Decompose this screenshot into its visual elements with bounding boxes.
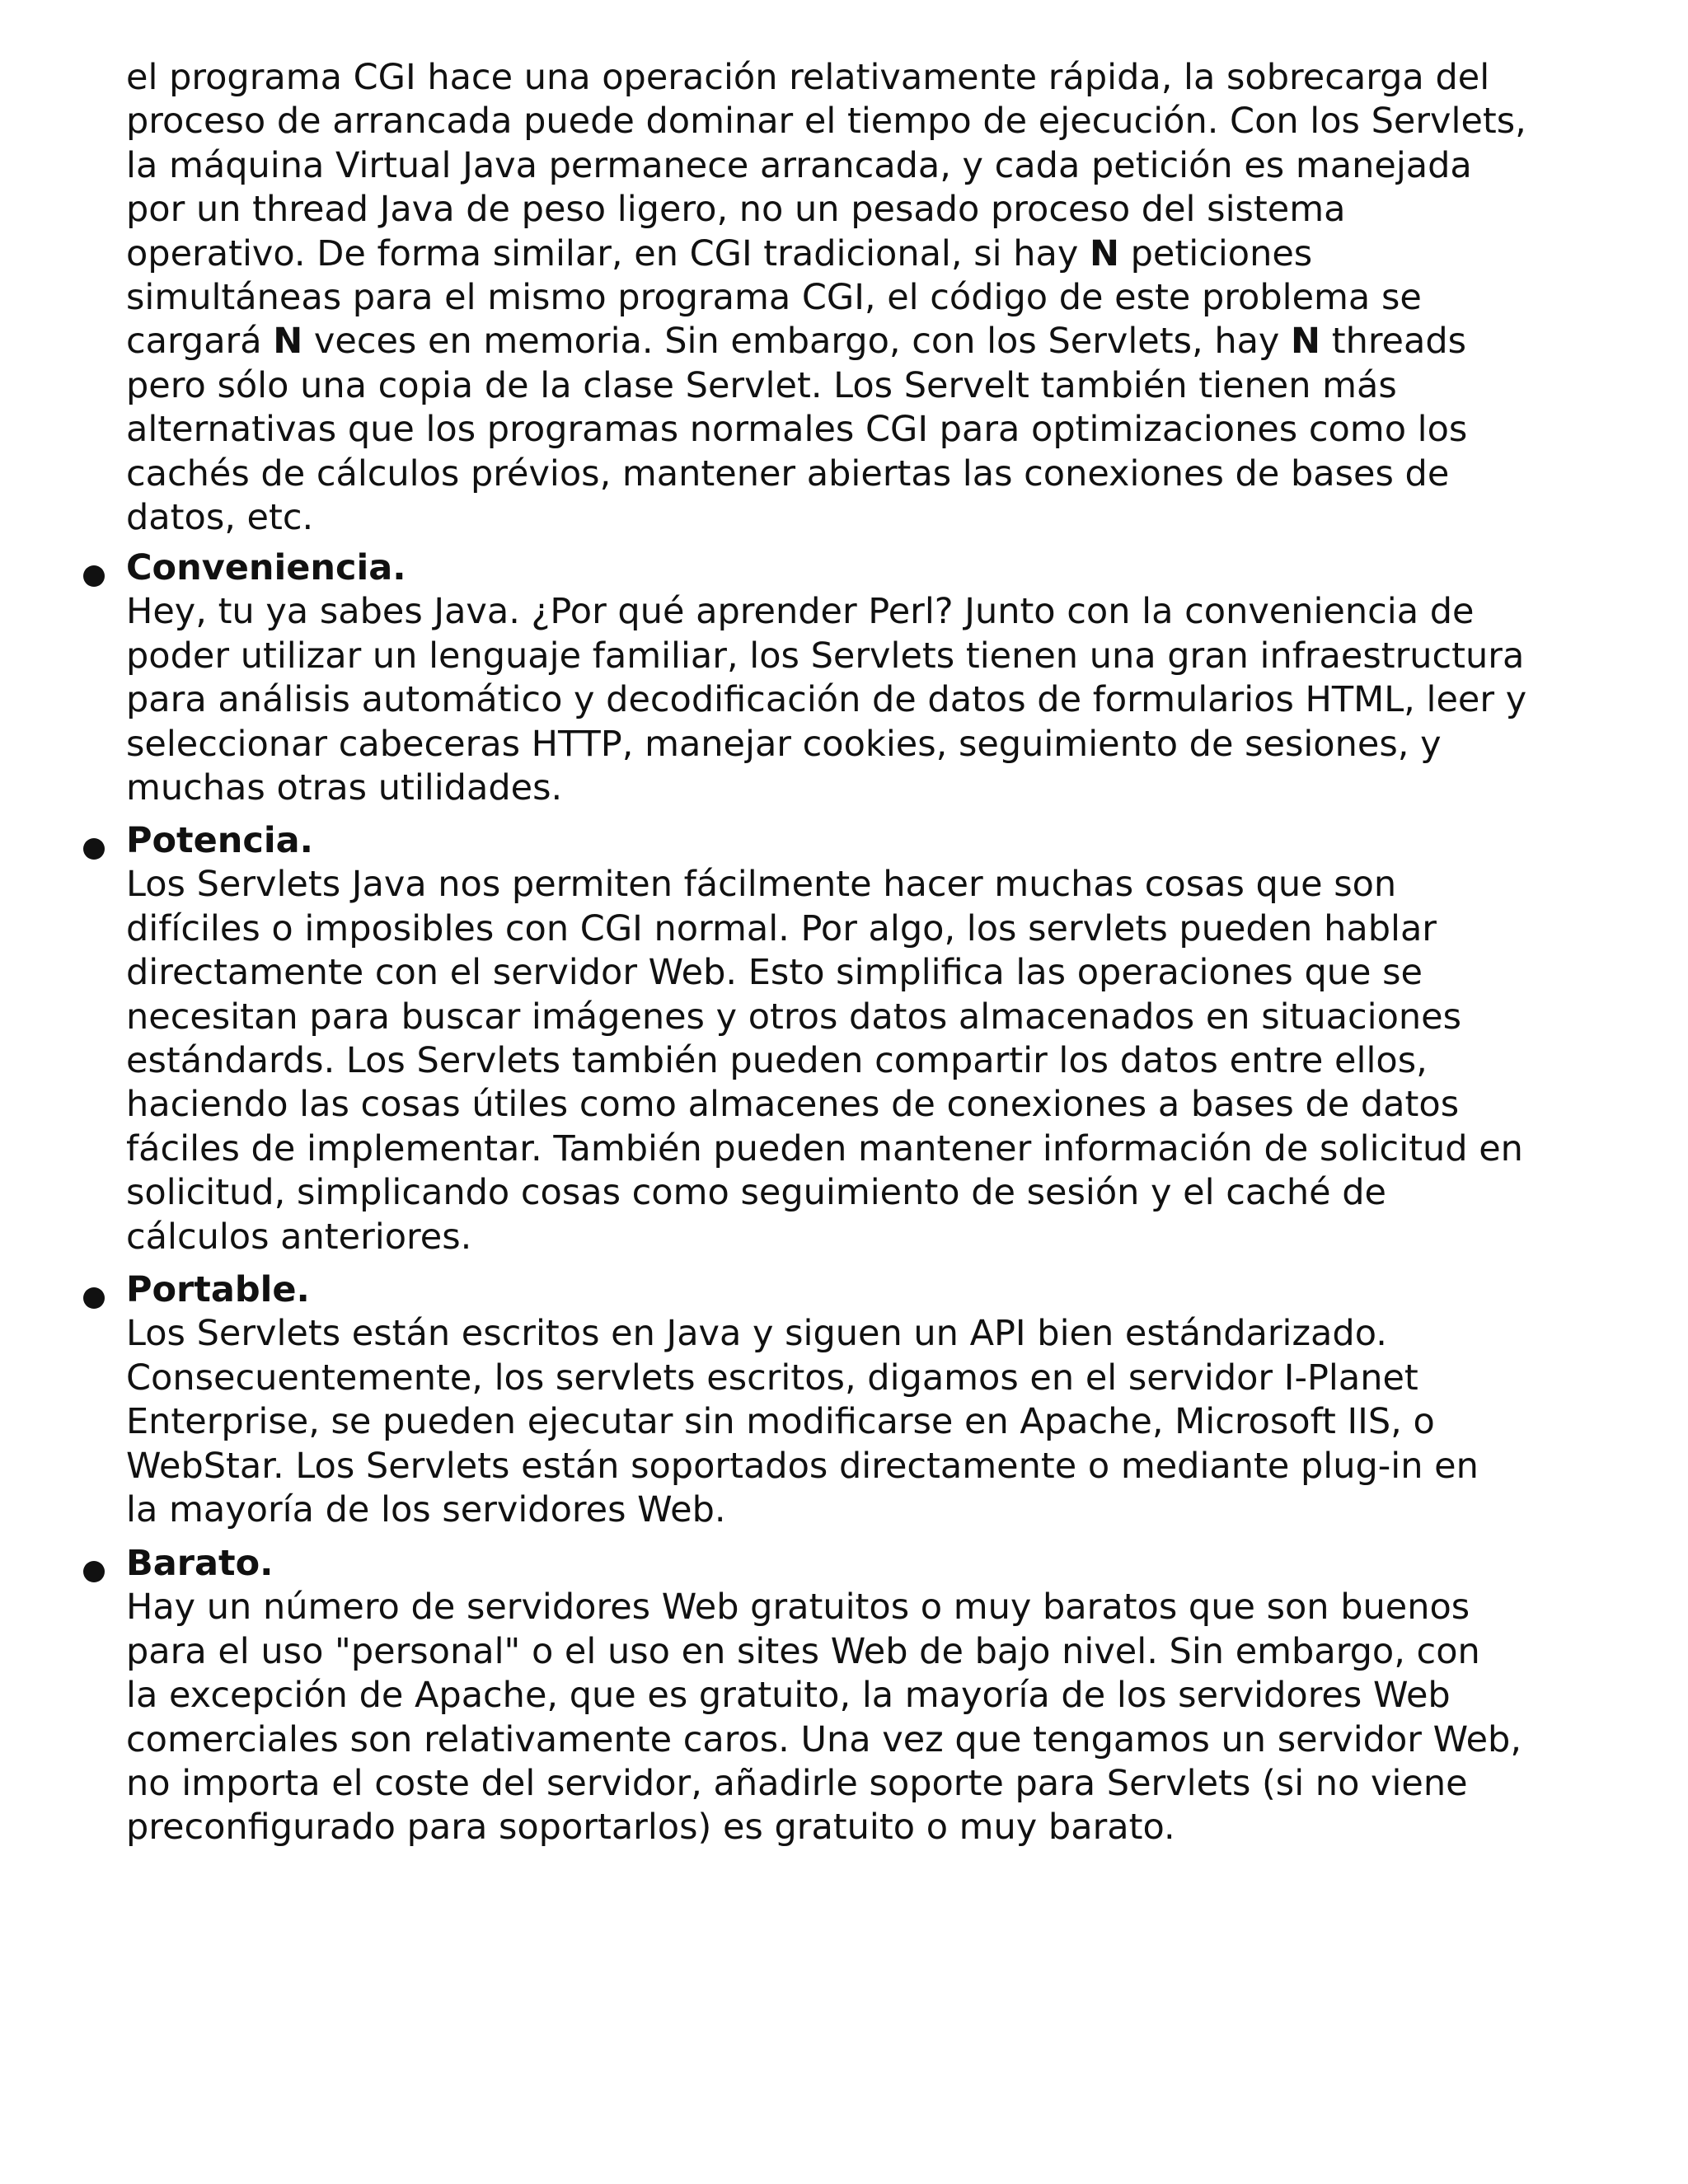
bold-n: N xyxy=(1089,232,1119,274)
text-line: comerciales son relativamente caros. Una vez que tengamos un servidor Web, xyxy=(126,1718,1522,1760)
text-line: pero sólo una copia de la clase Servlet. Los Servelt también tienen más xyxy=(126,364,1397,406)
text-line: difíciles o imposibles con CGI normal. Por algo, los servlets pueden hablar xyxy=(126,907,1437,949)
list-item-body xyxy=(126,1268,1659,1532)
text-line: necesitan para buscar imágenes y otros datos almacenados en situaciones xyxy=(126,996,1462,1038)
bullet-icon xyxy=(83,1287,105,1309)
text-line: preconfigurado para soportarlos) es gratuito o muy barato. xyxy=(126,1807,1175,1849)
item-heading: Conveniencia. xyxy=(126,547,406,588)
text-span: cargará xyxy=(126,321,274,363)
list-item-potencia xyxy=(0,819,1688,1259)
text-line: proceso de arrancada puede dominar el tiempo de ejecución. Con los Servlets, xyxy=(126,101,1526,143)
list-item-body xyxy=(126,1542,1659,1850)
text-line: alternativas que los programas normales CGI para optimizaciones como los xyxy=(126,409,1468,451)
item-heading: Barato. xyxy=(126,1543,274,1584)
text-span: veces en memoria. Sin embargo, con los Servlets, hay xyxy=(302,321,1292,363)
list-item-conveniencia xyxy=(0,546,1688,810)
text-line: solicitud, simplicando cosas como seguimiento de sesión y el caché de xyxy=(126,1172,1386,1214)
bold-n: N xyxy=(1291,321,1321,363)
text-line: fáciles de implementar. También pueden mantener información de solicitud en xyxy=(126,1127,1523,1169)
text-line: datos, etc. xyxy=(126,496,314,538)
text-line: Hey, tu ya sabes Java. ¿Por qué aprender Perl? Junto con la conveniencia de xyxy=(126,591,1475,633)
text-line: Consecuentemente, los servlets escritos, digamos en el servidor I-Planet xyxy=(126,1357,1418,1399)
intro-paragraph xyxy=(126,56,1659,540)
text-line: haciendo las cosas útiles como almacenes de conexiones a bases de datos xyxy=(126,1084,1460,1126)
text-line: la mayoría de los servidores Web. xyxy=(126,1488,726,1530)
bullet-icon xyxy=(83,1561,105,1582)
text-line: la excepción de Apache, que es gratuito, la mayoría de los servidores Web xyxy=(126,1675,1451,1717)
item-heading: Portable. xyxy=(126,1269,310,1310)
text-line: seleccionar cabeceras HTTP, manejar cookies, seguimiento de sesiones, y xyxy=(126,723,1442,765)
list-item-barato xyxy=(0,1542,1688,1850)
text-line xyxy=(126,320,1659,363)
text-span: peticiones xyxy=(1118,232,1313,274)
text-line: Los Servlets Java nos permiten fácilmente hacer muchas cosas que son xyxy=(126,864,1397,906)
text-line: WebStar. Los Servlets están soportados directamente o mediante plug-in en xyxy=(126,1445,1479,1487)
text-line: no importa el coste del servidor, añadirle soporte para Servlets (si no viene xyxy=(126,1762,1468,1804)
text-line: Enterprise, se pueden ejecutar sin modificarse en Apache, Microsoft IIS, o xyxy=(126,1401,1435,1443)
text-line: muchas otras utilidades. xyxy=(126,766,563,808)
text-span: threads xyxy=(1320,321,1467,363)
text-line: Los Servlets están escritos en Java y siguen un API bien estándarizado. xyxy=(126,1313,1387,1355)
bullet-icon xyxy=(83,565,105,587)
text-line: cálculos anteriores. xyxy=(126,1216,472,1258)
item-heading: Potencia. xyxy=(126,820,313,861)
list-item-body xyxy=(126,546,1659,810)
text-line: poder utilizar un lenguaje familiar, los Servlets tienen una gran infraestructura xyxy=(126,635,1525,677)
bold-n: N xyxy=(273,321,303,363)
text-line: la máquina Virtual Java permanece arrancada, y cada petición es manejada xyxy=(126,144,1472,186)
bullet-icon xyxy=(83,838,105,860)
text-line xyxy=(126,232,1659,276)
text-line: directamente con el servidor Web. Esto simplifica las operaciones que se xyxy=(126,952,1423,994)
text-line: simultáneas para el mismo programa CGI, el código de este problema se xyxy=(126,276,1422,318)
list-item-portable xyxy=(0,1268,1688,1532)
text-line: Hay un número de servidores Web gratuitos o muy baratos que son buenos xyxy=(126,1586,1470,1629)
text-line: cachés de cálculos prévios, mantener abiertas las conexiones de bases de xyxy=(126,452,1450,494)
text-span: operativo. De forma similar, en CGI tradicional, si hay xyxy=(126,232,1090,274)
text-line: estándards. Los Servlets también pueden compartir los datos entre ellos, xyxy=(126,1039,1428,1081)
list-item-body xyxy=(126,819,1659,1259)
text-line: para el uso "personal" o el uso en sites Web de bajo nivel. Sin embargo, con xyxy=(126,1630,1480,1672)
text-line: el programa CGI hace una operación relativamente rápida, la sobrecarga del xyxy=(126,57,1490,98)
text-line: por un thread Java de peso ligero, no un pesado proceso del sistema xyxy=(126,189,1346,231)
text-line: para análisis automático y decodificación de datos de formularios HTML, leer y xyxy=(126,679,1527,721)
